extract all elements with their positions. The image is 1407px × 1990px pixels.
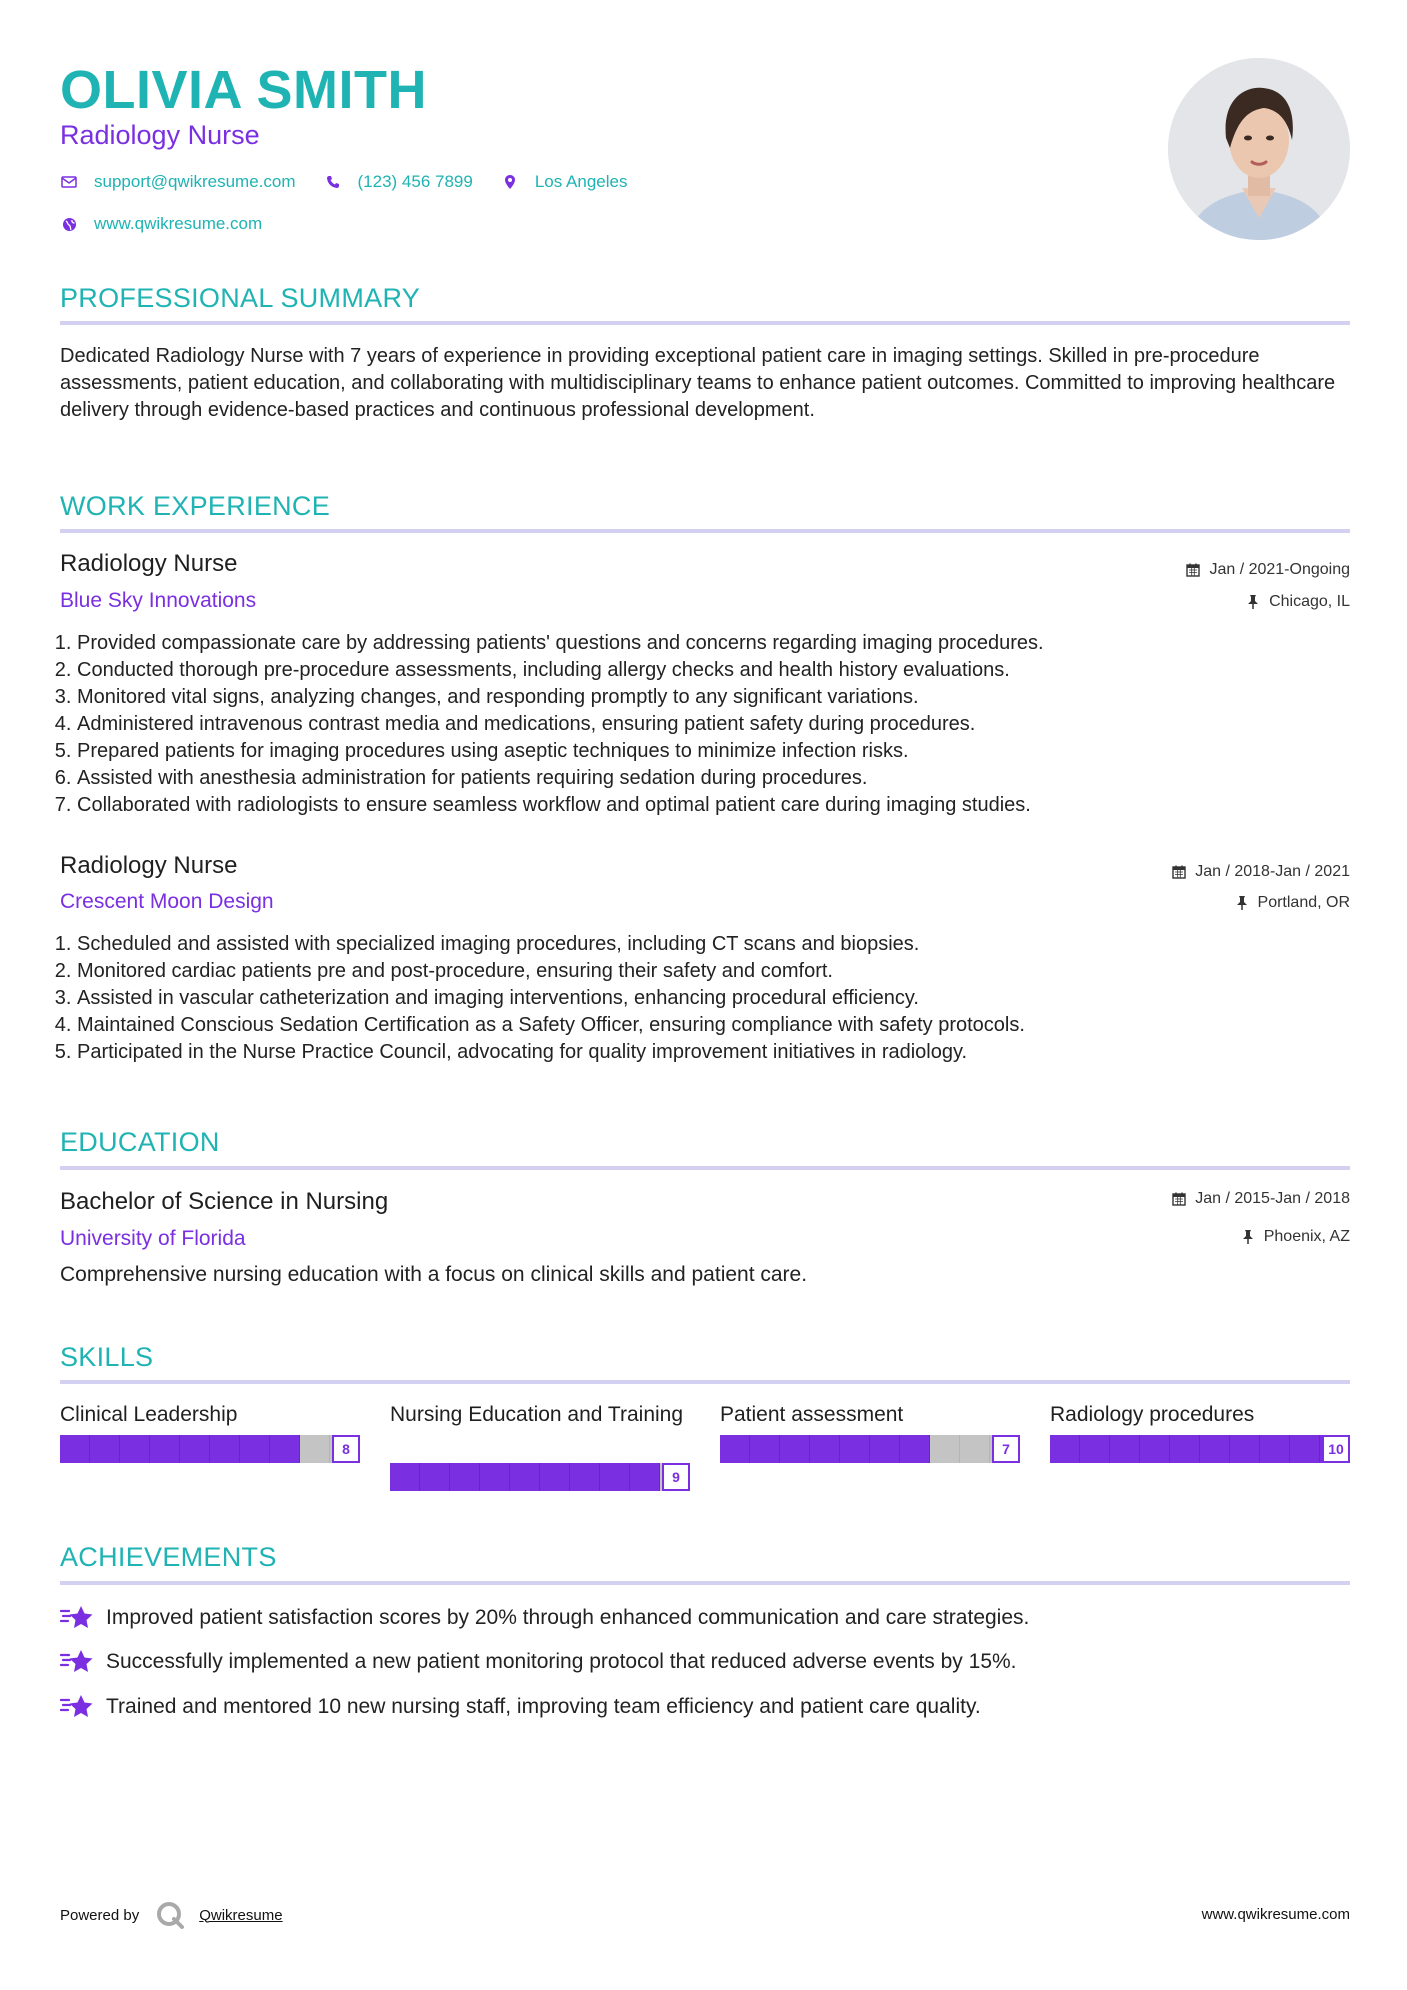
list-item: 4. Maintained Conscious Sedation Certification as a Safety Officer, ensuring compliance with safety protocols.: [77, 1012, 1367, 1039]
location-text: Los Angeles: [534, 172, 628, 191]
contact-phone[interactable]: [324, 172, 473, 192]
profile-photo: [1168, 58, 1350, 240]
job-duties-list: [60, 931, 1367, 1066]
skill-name: Clinical Leadership: [60, 1403, 238, 1426]
list-item: 1. Scheduled and assisted with specialized imaging procedures, including CT scans and biopsies.: [77, 931, 1367, 958]
job-dates: [1185, 560, 1350, 580]
candidate-name: OLIVIA SMITH: [60, 60, 427, 120]
skills-heading: SKILLS: [60, 1342, 154, 1372]
education-location: [1240, 1227, 1350, 1247]
contact-row: [60, 172, 655, 192]
skill-item: [60, 1401, 360, 1463]
footer-powered-by: [60, 1900, 283, 1930]
skill-segment-filled: [570, 1463, 600, 1491]
skill-segment-filled: [1050, 1435, 1080, 1463]
skill-name: Nursing Education and Training: [390, 1403, 684, 1426]
education-location-text: Phoenix, AZ: [1263, 1228, 1350, 1245]
skill-item: [390, 1401, 690, 1491]
contact-row-2: [60, 214, 290, 234]
list-item: 5. Participated in the Nurse Practice Council, advocating for quality improvement initiatives in radiology.: [77, 1039, 1367, 1066]
list-item: 3. Assisted in vascular catheterization and imaging interventions, enhancing procedural efficiency.: [77, 985, 1367, 1012]
achievement-item: [60, 1692, 981, 1722]
job-company: Blue Sky Innovations: [60, 589, 257, 612]
pushpin-icon: [1240, 1229, 1256, 1245]
skill-segment-filled: [540, 1463, 570, 1491]
skill-segment-filled: [1260, 1435, 1290, 1463]
job-dates-text: Jan / 2021-Ongoing: [1209, 561, 1350, 578]
skill-segment-filled: [180, 1435, 210, 1463]
achievement-item: [60, 1647, 1017, 1677]
skill-segment-filled: [1080, 1435, 1110, 1463]
education-dates-text: Jan / 2015-Jan / 2018: [1195, 1190, 1350, 1207]
skill-level-badge: 10: [1322, 1435, 1350, 1463]
education-dates: [1171, 1189, 1350, 1209]
calendar-icon: [1171, 1191, 1187, 1207]
list-item: 4. Administered intravenous contrast media and medications, ensuring patient safety during procedures.: [77, 711, 1367, 738]
footer-website[interactable]: www.qwikresume.com: [1201, 1906, 1350, 1923]
pushpin-icon: [1234, 895, 1250, 911]
globe-icon: [60, 215, 78, 233]
skill-segment-empty: [930, 1435, 960, 1463]
skill-segment-empty: [300, 1435, 330, 1463]
skill-segment-filled: [810, 1435, 840, 1463]
skill-segment-filled: [150, 1435, 180, 1463]
skill-segment-filled: [120, 1435, 150, 1463]
achievement-text: Trained and mentored 10 new nursing staff, improving team efficiency and patient care quality.: [106, 1695, 981, 1718]
skill-segment-filled: [1230, 1435, 1260, 1463]
powered-by-label: Powered by: [60, 1906, 140, 1924]
website-text: www.qwikresume.com: [94, 214, 263, 233]
job-title: Radiology Nurse: [60, 550, 238, 577]
list-item: 6. Assisted with anesthesia administration for patients requiring sedation during procedures.: [77, 765, 1367, 792]
calendar-icon: [1171, 864, 1187, 880]
skill-segment-filled: [390, 1463, 420, 1491]
skill-name: Radiology procedures: [1050, 1403, 1255, 1426]
candidate-role: Radiology Nurse: [60, 120, 260, 150]
list-item: 3. Monitored vital signs, analyzing changes, and responding promptly to any significant variations.: [77, 684, 1367, 711]
skill-segment-filled: [750, 1435, 780, 1463]
summary-heading: PROFESSIONAL SUMMARY: [60, 283, 421, 313]
job-duties-list: [60, 630, 1367, 819]
pushpin-icon: [1245, 594, 1261, 610]
job-location-text: Portland, OR: [1257, 894, 1350, 911]
achievements-heading: ACHIEVEMENTS: [60, 1542, 277, 1572]
list-item: 2. Monitored cardiac patients pre and post-procedure, ensuring their safety and comfort.: [77, 958, 1367, 985]
job-location: [1245, 592, 1350, 612]
skill-segment-filled: [270, 1435, 300, 1463]
skill-item: [720, 1401, 1020, 1463]
job-dates-text: Jan / 2018-Jan / 2021: [1195, 863, 1350, 880]
skill-segment-filled: [450, 1463, 480, 1491]
shooting-star-icon: [60, 1603, 94, 1633]
section-divider: [60, 321, 1350, 325]
skill-segment-filled: [900, 1435, 930, 1463]
list-item: 2. Conducted thorough pre-procedure assessments, including allergy checks and health history evaluations.: [77, 657, 1367, 684]
contact-website[interactable]: [60, 214, 262, 234]
skill-segment-filled: [60, 1435, 90, 1463]
job-location: [1234, 893, 1350, 913]
skill-bar: [60, 1435, 360, 1463]
phone-text: (123) 456 7899: [357, 172, 473, 191]
list-item: 1. Provided compassionate care by addressing patients' questions and concerns regarding imaging procedures.: [77, 630, 1367, 657]
shooting-star-icon: [60, 1692, 94, 1722]
skill-level-badge: 7: [992, 1435, 1020, 1463]
skill-segment-empty: [960, 1435, 990, 1463]
skill-bar: [1050, 1435, 1350, 1463]
section-divider: [60, 529, 1350, 533]
school-name: University of Florida: [60, 1227, 246, 1250]
achievement-item: [60, 1603, 1029, 1633]
skill-segment-filled: [1110, 1435, 1140, 1463]
map-pin-icon: [501, 173, 519, 191]
job-dates: [1171, 862, 1350, 882]
skill-segment-filled: [720, 1435, 750, 1463]
section-divider: [60, 1380, 1350, 1384]
job-location-text: Chicago, IL: [1269, 593, 1350, 610]
skill-segment-filled: [210, 1435, 240, 1463]
section-divider: [60, 1581, 1350, 1585]
skill-segment-filled: [510, 1463, 540, 1491]
skill-segment-filled: [1140, 1435, 1170, 1463]
skill-segment-filled: [480, 1463, 510, 1491]
skill-segment-filled: [1290, 1435, 1320, 1463]
skill-item: [1050, 1401, 1350, 1463]
list-item: 5. Prepared patients for imaging procedures using aseptic techniques to minimize infection risks.: [77, 738, 1367, 765]
skill-segment-filled: [240, 1435, 270, 1463]
skill-segment-filled: [630, 1463, 660, 1491]
resume-page: [60, 0, 1350, 1990]
skill-level-badge: 9: [662, 1463, 690, 1491]
email-text: support@qwikresume.com: [94, 172, 296, 191]
skill-segment-filled: [780, 1435, 810, 1463]
envelope-icon: [60, 173, 78, 191]
job-title: Radiology Nurse: [60, 852, 238, 879]
contact-email[interactable]: [60, 172, 296, 192]
qwikresume-logo-icon: [155, 1900, 185, 1930]
shooting-star-icon: [60, 1647, 94, 1677]
skill-segment-filled: [840, 1435, 870, 1463]
skill-level-badge: 8: [332, 1435, 360, 1463]
skill-segment-filled: [1200, 1435, 1230, 1463]
education-heading: EDUCATION: [60, 1127, 220, 1157]
skill-segment-filled: [420, 1463, 450, 1491]
skill-name: Patient assessment: [720, 1403, 904, 1426]
job-company: Crescent Moon Design: [60, 890, 274, 913]
achievement-text: Improved patient satisfaction scores by 20% through enhanced communication and care strategies.: [106, 1606, 1030, 1629]
qwikresume-link[interactable]: Qwikresume: [199, 1906, 283, 1924]
education-description: Comprehensive nursing education with a focus on clinical skills and patient care.: [60, 1263, 808, 1286]
experience-heading: WORK EXPERIENCE: [60, 491, 331, 521]
skill-segment-filled: [870, 1435, 900, 1463]
skill-bar: [390, 1463, 690, 1491]
skill-segment-filled: [1170, 1435, 1200, 1463]
phone-icon: [324, 173, 342, 191]
calendar-icon: [1185, 562, 1201, 578]
achievement-text: Successfully implemented a new patient monitoring protocol that reduced adverse events by 15%.: [106, 1650, 1017, 1673]
list-item: 7. Collaborated with radiologists to ensure seamless workflow and optimal patient care during imaging studies.: [77, 792, 1367, 819]
contact-location: [501, 172, 628, 192]
skill-bar: [720, 1435, 1020, 1463]
skill-segment-filled: [90, 1435, 120, 1463]
summary-text: Dedicated Radiology Nurse with 7 years of experience in providing exceptional patient care in imaging settings. Skilled in pre-procedure assessments, patient education, and collaborating with multidisciplinary teams to enhance patient outcomes. Committed to improving healthcare delivery through evidence-based practices and continuous professional development.: [60, 345, 1336, 421]
skill-segment-filled: [600, 1463, 630, 1491]
degree-title: Bachelor of Science in Nursing: [60, 1188, 389, 1215]
section-divider: [60, 1166, 1350, 1170]
